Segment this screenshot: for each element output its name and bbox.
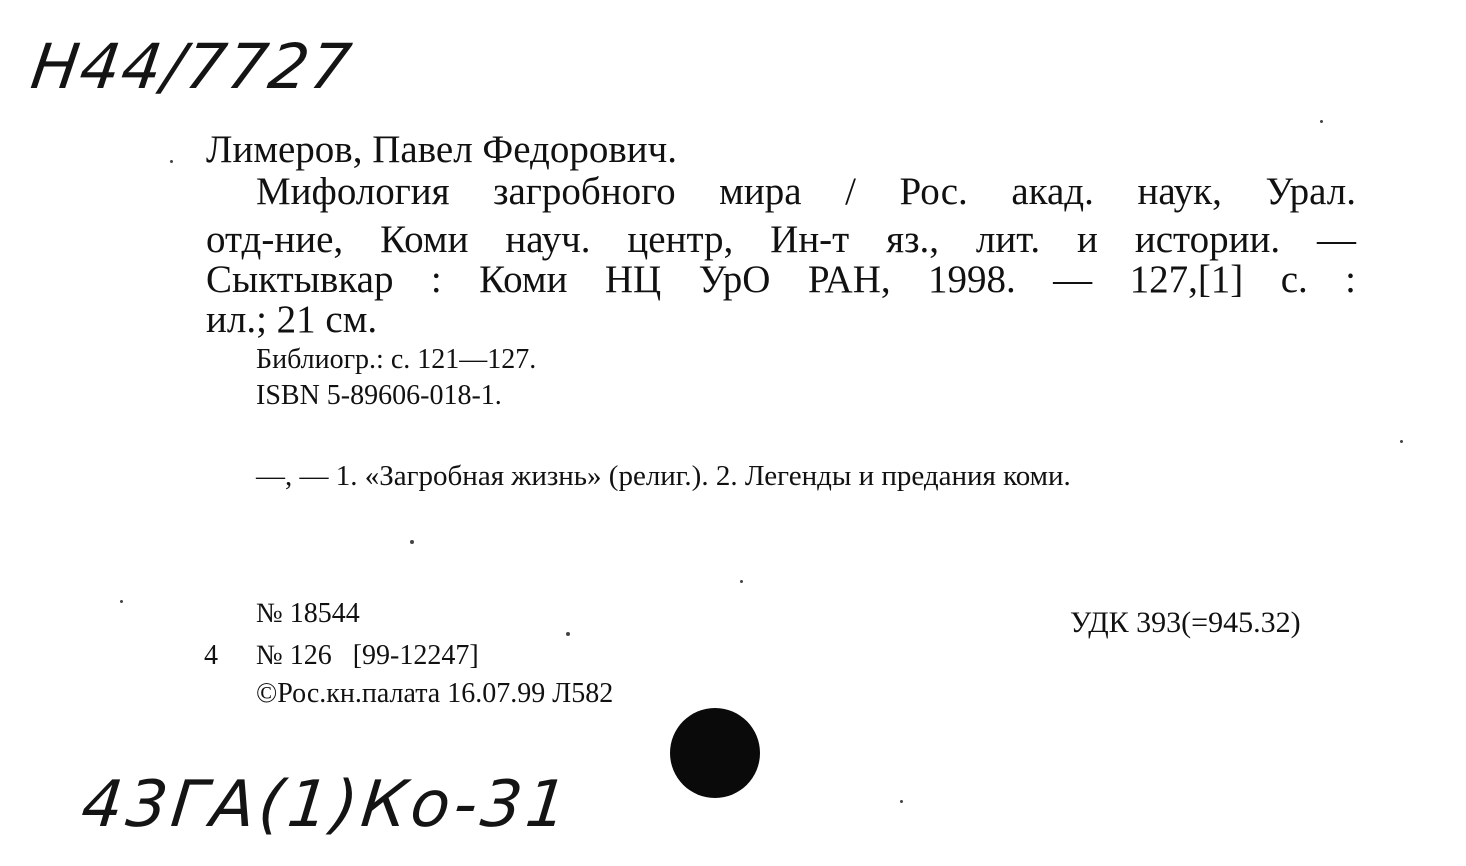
isbn: ISBN 5-89606-018-1. bbox=[256, 380, 502, 411]
scan-speck bbox=[120, 600, 123, 603]
handwritten-call-number-bottom: 43ГА(1)Ко-31 bbox=[78, 768, 575, 842]
card-number-2-prefix: 4 bbox=[204, 640, 218, 671]
scan-speck bbox=[410, 540, 414, 544]
punch-hole bbox=[670, 708, 760, 798]
scan-speck bbox=[1400, 440, 1403, 443]
copyright-line: ©Рос.кн.палата 16.07.99 Л582 bbox=[256, 678, 614, 709]
title-line-3: Сыктывкар : Коми НЦ УрО РАН, 1998. — 127,[1] с. : bbox=[206, 258, 1356, 301]
title-line-2: отд-ние, Коми науч. центр, Ин-т яз., лит. и истории. — bbox=[206, 218, 1356, 261]
scan-speck bbox=[170, 160, 173, 163]
subject-headings: —, — 1. «Загробная жизнь» (религ.). 2. Легенды и предания коми. bbox=[256, 460, 1071, 492]
scan-speck bbox=[740, 580, 743, 583]
scan-speck bbox=[1320, 120, 1323, 123]
author-heading: Лимеров, Павел Федорович. bbox=[206, 128, 678, 171]
handwritten-call-number-top: Н44/7727 bbox=[26, 30, 358, 103]
card-number-1: № 18544 bbox=[256, 598, 360, 629]
title-line-1: Мифология загробного мира / Рос. акад. наук, Урал. bbox=[256, 170, 1356, 213]
udk-classification: УДК 393(=945.32) bbox=[1070, 606, 1301, 639]
bibliography-note: Библиогр.: с. 121—127. bbox=[256, 344, 537, 375]
title-line-4: ил.; 21 см. bbox=[206, 298, 378, 341]
card-number-2: № 126 [99-12247] bbox=[256, 640, 479, 671]
scan-speck bbox=[900, 800, 903, 803]
scan-speck bbox=[566, 632, 570, 636]
